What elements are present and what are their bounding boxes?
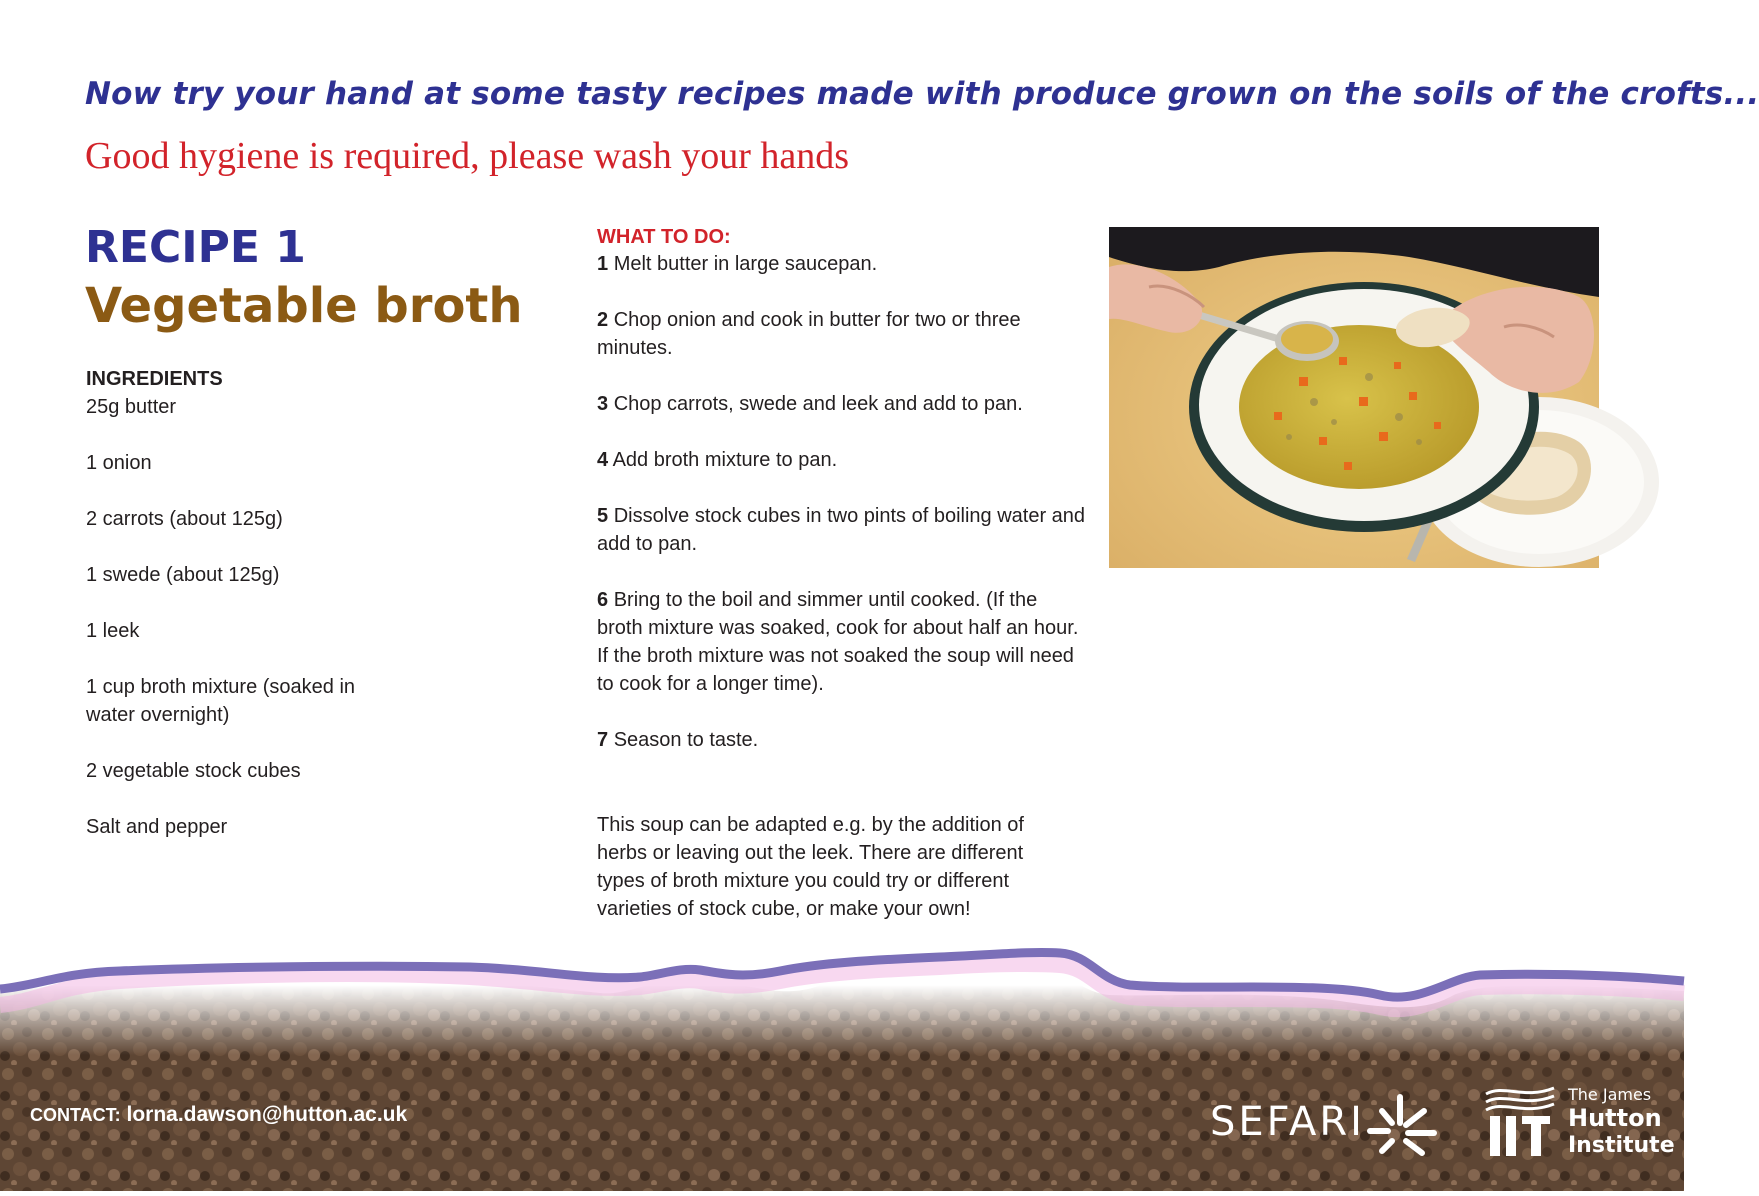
recipe-title: Vegetable broth <box>85 278 523 334</box>
hutton-logo-line-1: The James <box>1568 1085 1652 1104</box>
hutton-logo-line-3: Institute <box>1568 1133 1675 1158</box>
method-steps <box>597 250 1087 754</box>
ingredients-list <box>86 393 416 841</box>
ingredients-section <box>86 365 416 869</box>
recipe-number: RECIPE 1 <box>85 222 306 273</box>
ingredient-item: 1 swede (about 125g) <box>86 564 280 586</box>
hygiene-notice: Good hygiene is required, please wash your hands <box>85 135 850 177</box>
contact-email[interactable]: lorna.dawson@hutton.ac.uk <box>126 1103 408 1126</box>
step-number: 1 <box>597 253 609 275</box>
step-number: 5 <box>597 505 609 527</box>
step-text: Add broth mixture to pan. <box>612 449 838 471</box>
ingredient-item: 2 carrots (about 125g) <box>86 508 283 530</box>
step-text: Melt butter in large saucepan. <box>613 253 878 275</box>
sefari-logo <box>1210 1085 1440 1155</box>
method-step <box>597 726 1087 754</box>
ingredient-item: 1 cup broth mixture (soaked in water overnight) <box>86 676 356 726</box>
ingredient-item: 25g butter <box>86 396 177 418</box>
soup-photo-illustration <box>1109 227 1599 568</box>
step-number: 4 <box>597 449 609 471</box>
step-number: 6 <box>597 589 609 611</box>
method-step <box>597 390 1087 418</box>
step-number: 7 <box>597 729 609 751</box>
ingredients-heading: INGREDIENTS <box>86 368 223 390</box>
step-number: 2 <box>597 309 609 331</box>
step-number: 3 <box>597 393 609 415</box>
method-section <box>597 224 1087 782</box>
hutton-logo-line-2: Hutton <box>1568 1104 1662 1132</box>
contact-label: CONTACT: <box>30 1105 121 1125</box>
sefari-logo-text: SEFARI <box>1210 1099 1365 1145</box>
hutton-logo-mark <box>1484 1080 1675 1160</box>
method-step <box>597 502 1087 558</box>
contact-line <box>30 1103 407 1127</box>
hutton-institute-logo <box>1484 1080 1675 1160</box>
step-text: Chop onion and cook in butter for two or three minutes. <box>597 309 1021 359</box>
soup-photo <box>1109 227 1599 568</box>
method-heading: WHAT TO DO: <box>597 226 731 248</box>
intro-heading: Now try your hand at some tasty recipes made with produce grown on the soils of the crofts... <box>85 76 1759 112</box>
adaptation-note: This soup can be adapted e.g. by the addition of herbs or leaving out the leek. There are different types of broth mixture you could try or different varieties of stock cube, or make your own! <box>597 814 1024 920</box>
ingredient-item: Salt and pepper <box>86 816 228 838</box>
step-text: Bring to the boil and simmer until cooked. (If the broth mixture was soaked, cook for about half an hour. If the broth mixture was not soaked the soup will need to cook for a longer time). <box>597 589 1079 695</box>
method-step <box>597 586 1087 698</box>
method-step <box>597 446 1087 474</box>
method-step <box>597 250 1087 278</box>
step-text: Chop carrots, swede and leek and add to pan. <box>613 393 1023 415</box>
method-step <box>597 306 1087 362</box>
ingredient-item: 1 onion <box>86 452 152 474</box>
ingredient-item: 1 leek <box>86 620 140 642</box>
ingredient-item: 2 vegetable stock cubes <box>86 760 301 782</box>
step-text: Season to taste. <box>613 729 759 751</box>
step-text: Dissolve stock cubes in two pints of boiling water and add to pan. <box>597 505 1086 555</box>
sefari-logo-mark <box>1210 1085 1440 1155</box>
